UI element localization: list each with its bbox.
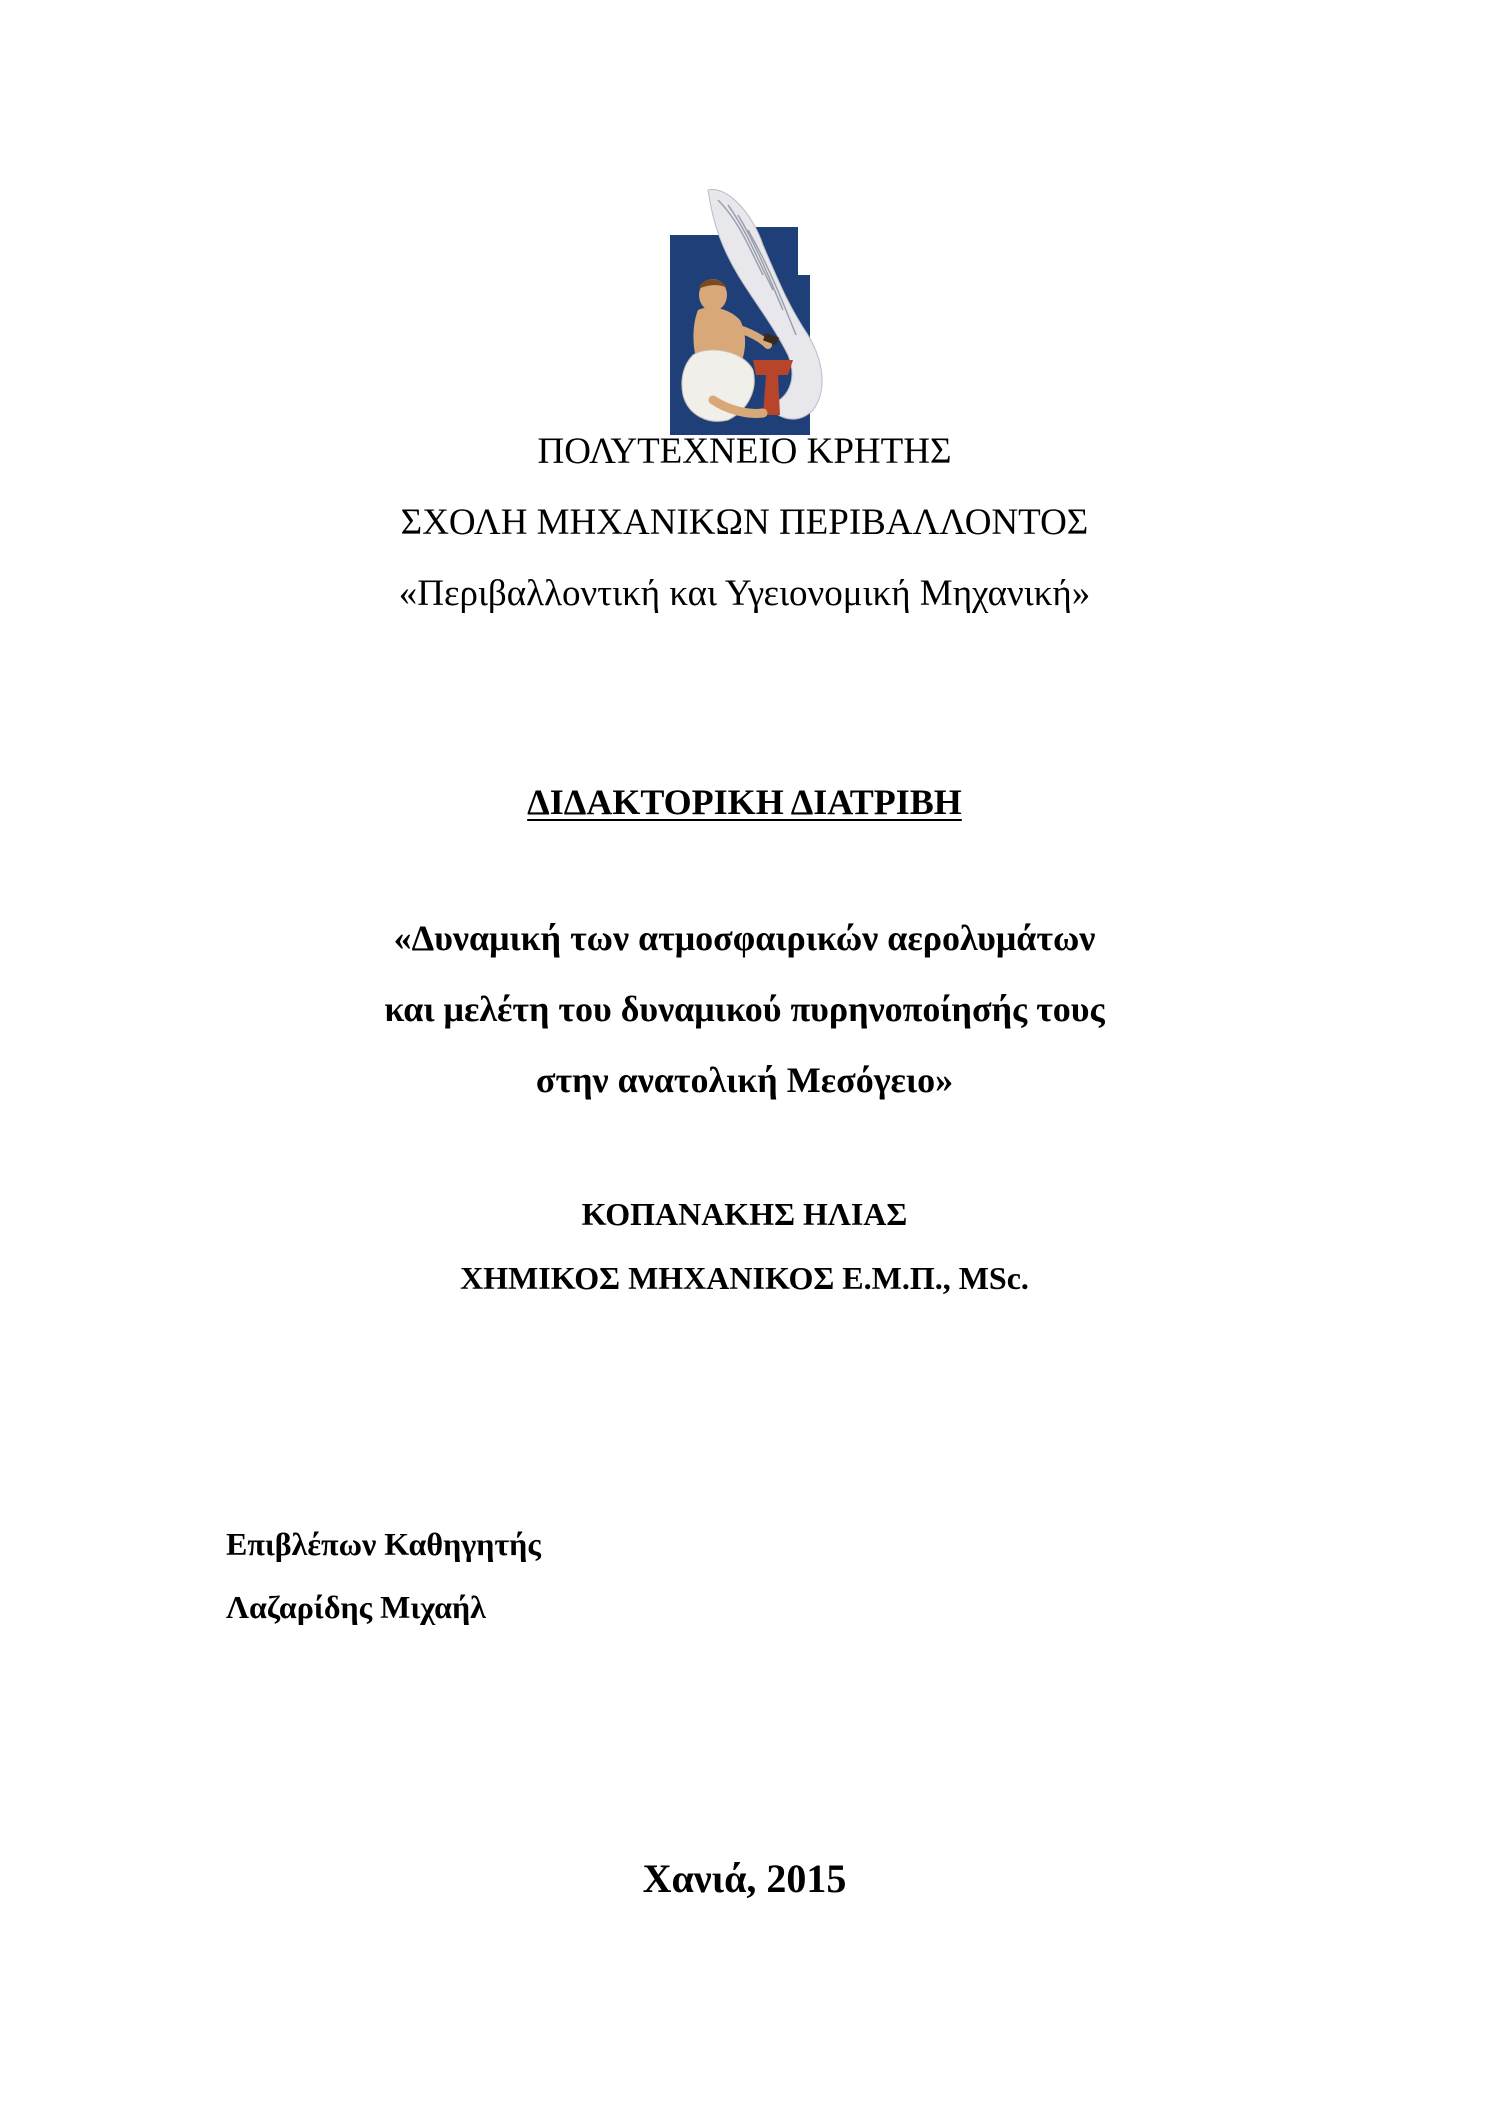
thesis-title-line-2: και μελέτη του δυναμικού πυρηνοποίησής τους <box>384 989 1105 1029</box>
thesis-title-line-1: «Δυναμική των ατμοσφαιρικών αερολυμάτων <box>393 918 1096 958</box>
author-name: ΚΟΠΑΝΑΚΗΣ ΗΛΙΑΣ <box>581 1196 908 1232</box>
supervisor-label: Επιβλέπων Καθηγητής <box>226 1526 541 1562</box>
school-name: ΣΧΟΛΗ ΜΗΧΑΝΙΚΩΝ ΠΕΡΙΒΑΛΛΟΝΤΟΣ <box>400 502 1089 543</box>
thesis-title-line-3: στην ανατολική Μεσόγειο» <box>535 1060 954 1100</box>
document-type: ΔΙΔΑΚΤΟΡΙΚΗ ΔΙΑΤΡΙΒΗ <box>527 782 962 822</box>
place-and-date: Χανιά, 2015 <box>642 1856 847 1901</box>
university-name: ΠΟΛΥΤΕΧΝΕΙΟ ΚΡΗΤΗΣ <box>537 431 952 472</box>
supervisor-name: Λαζαρίδης Μιχαήλ <box>226 1589 486 1625</box>
author-credentials: ΧΗΜΙΚΟΣ ΜΗΧΑΝΙΚΟΣ Ε.Μ.Π., MSc. <box>460 1260 1029 1296</box>
university-emblem-icon <box>668 185 828 435</box>
program-name: «Περιβαλλοντική και Υγειονομική Μηχανική» <box>398 573 1091 614</box>
